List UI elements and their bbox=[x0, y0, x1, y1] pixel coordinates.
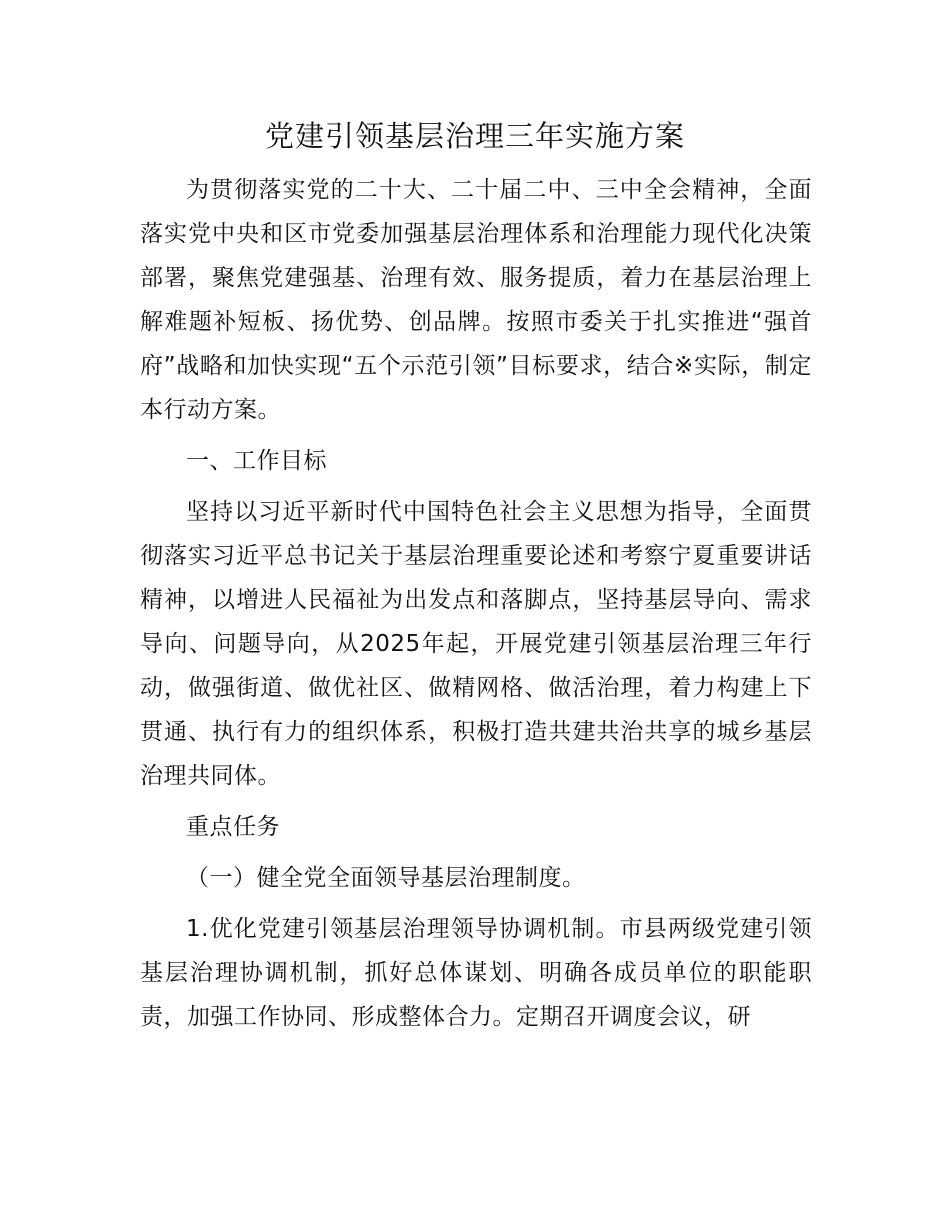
section-heading-goals: 一、工作目标 bbox=[186, 448, 327, 474]
document-title: 党建引领基层治理三年实施方案 bbox=[264, 119, 685, 153]
document-body bbox=[140, 168, 812, 1046]
item-1-paragraph: 1.优化党建引领基层治理领导协调机制。市县两级党建引领基层治理协调机制，抓好总体谋划、明确各成员单位的职能职责，加强工作协同、形成整体合力。定期召开调度会议，研 bbox=[140, 916, 812, 1030]
intro-paragraph: 为贯彻落实党的二十大、二十届二中、三中全会精神，全面落实党中央和区市党委加强基层治理体系和治理能力现代化决策部署，聚焦党建强基、治理有效、服务提质，着力在基层治理上解难题补短板、扬优势、创品牌。按照市委关于扎实推进“强首府”战略和加快实现“五个示范引领”目标要求，结合※实际，制定本行动方案。 bbox=[140, 177, 812, 423]
goals-paragraph: 坚持以习近平新时代中国特色社会主义思想为指导，全面贯彻落实习近平总书记关于基层治理重要论述和考察宁夏重要讲话精神，以增进人民福祉为出发点和落脚点，坚持基层导向、需求导向、问题导向，从2025年起，开展党建引领基层治理三年行动，做强街道、做优社区、做精网格、做活治理，着力构建上下贯通、执行有力的组织体系，积极打造共建共治共享的城乡基层治理共同体。 bbox=[140, 499, 812, 789]
subsection-heading-1: （一）健全党全面领导基层治理制度。 bbox=[186, 865, 586, 891]
section-heading-key-tasks: 重点任务 bbox=[186, 814, 280, 840]
